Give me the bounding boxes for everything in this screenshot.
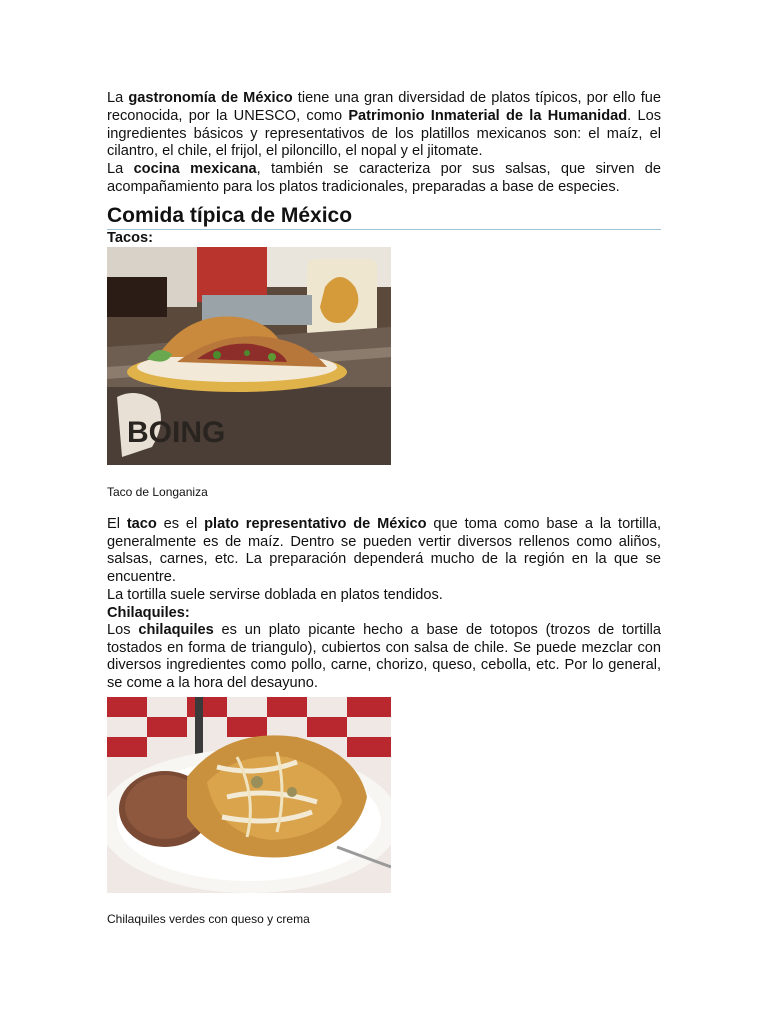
text-run: Los — [107, 621, 139, 638]
text-run: es el — [156, 515, 205, 532]
chilaquiles-caption: Chilaquiles verdes con queso y crema — [107, 911, 310, 926]
bold-run: chilaquiles — [138, 621, 214, 638]
intro-paragraph-2 — [107, 161, 661, 197]
taco-photo — [107, 247, 391, 465]
bold-run: cocina mexicana — [133, 161, 257, 178]
text-run: que toma como base a la tortilla, generalmente es de maíz. Dentro se pueden vertir diversos rellenos como aliños, salsas, carnes, etc. La preparación dependerá mucho de la región en la que se encuentre. — [107, 515, 661, 586]
bold-run: Patrimonio Inmaterial de la Humanidad — [348, 107, 628, 124]
chilaquiles-photo-illustration — [107, 697, 391, 893]
taco-photo-illustration — [107, 247, 391, 465]
document-page — [107, 90, 661, 927]
chilaquiles-paragraph — [107, 622, 661, 693]
text-run: tiene una gran diversidad de platos típicos, por ello fue reconocida, por la UNESCO, como — [107, 90, 661, 124]
taco-caption: Taco de Longaniza — [107, 484, 208, 499]
intro-paragraph-1 — [107, 90, 661, 161]
text-run: es un plato picante hecho a base de totopos (trozos de tortilla tostados en forma de triangulo), cubiertos con salsa de chile. Se puede mezclar con diversos ingredientes como pollo, carne, chorizo, queso, cebolla, etc. Por lo general, se come a la hora del desayuno. — [107, 621, 661, 692]
bold-run: gastronomía de México — [128, 90, 293, 106]
text-run: . Los ingredientes básicos y representativos de los platillos mexicanos son: el maíz, el cilantro, el chile, el frijol, el piloncillo, el nopal y el jitomate. — [107, 107, 661, 160]
section-heading: Comida típica de México — [107, 203, 661, 230]
chilaquiles-photo — [107, 697, 391, 893]
text-run: , también se caracteriza por sus salsas, que sirven de acompañamiento para los platos tradicionales, preparadas a base de especies. — [107, 161, 661, 195]
tacos-title: Tacos: — [107, 229, 153, 246]
bold-run: plato representativo de México — [204, 515, 427, 532]
tacos-paragraph-1 — [107, 516, 661, 587]
chilaquiles-title: Chilaquiles: — [107, 604, 190, 621]
tacos-paragraph-2: La tortilla suele servirse doblada en platos tendidos. — [107, 586, 443, 603]
text-run: La — [107, 161, 134, 178]
text-run: La — [107, 90, 129, 106]
svg-text:BOING: BOING — [127, 415, 226, 449]
text-run: El — [107, 515, 127, 532]
bold-run: taco — [126, 515, 157, 532]
